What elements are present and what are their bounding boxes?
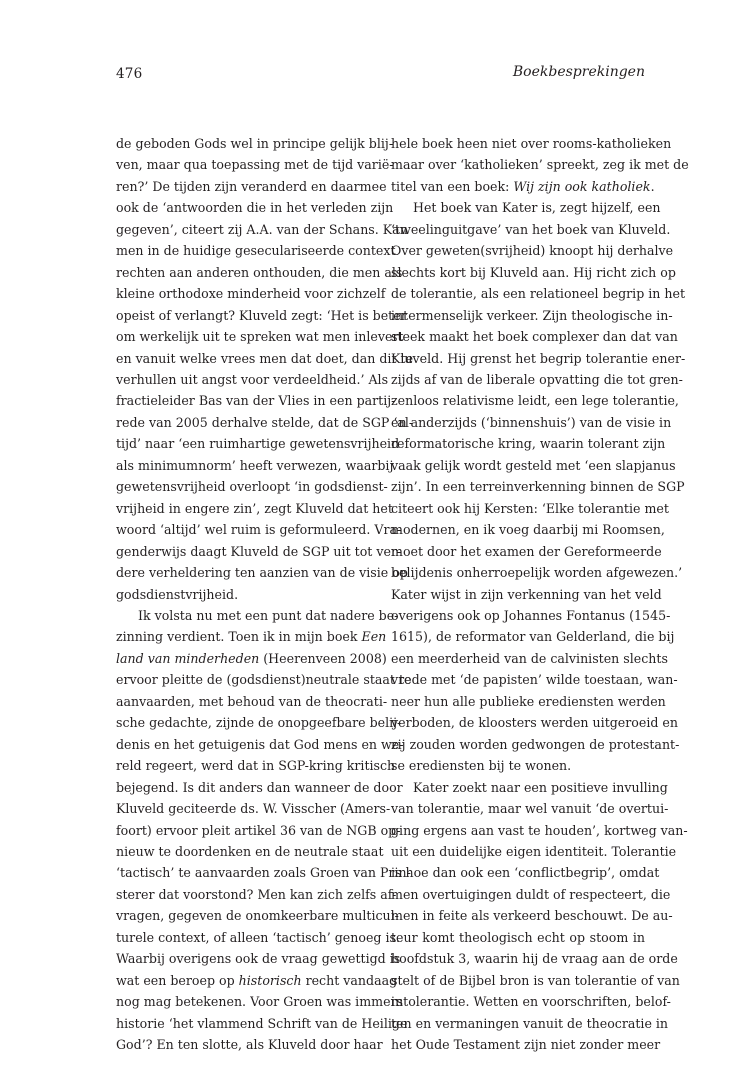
- paragraph-line: ‘tactisch’ te aanvaarden zoals Groen van Prin-: [116, 865, 411, 881]
- paragraph-line: en vanuit welke vrees men dat doet, dan dit te: [116, 350, 414, 366]
- paragraph-line: historie ‘het vlammend Schrift van de Heilige: [116, 1015, 408, 1031]
- paragraph-line: uit een duidelijke eigen identiteit. Tolerantie: [391, 843, 677, 859]
- paragraph-line: en anderzijds (‘binnenshuis’) van de visie in: [391, 414, 672, 430]
- paragraph-line: ervoor pleitte de (godsdienst)neutrale staat te: [116, 672, 412, 688]
- paragraph-line: hele boek heen niet over rooms-katholieken: [391, 136, 672, 151]
- emphasis-word: historisch: [238, 972, 302, 988]
- paragraph-line: vaak gelijk wordt gesteld met ‘een slapjanus: [391, 457, 676, 473]
- paragraph-line: is hoe dan ook een ‘conflictbegrip’, omdat: [391, 865, 660, 881]
- paragraph-line: reld regeert, werd dat in SGP-kring kritisch: [116, 758, 396, 774]
- line-text: .: [650, 178, 655, 194]
- paragraph-line: fractieleider Bas van der Vlies in een partij-: [116, 393, 396, 409]
- paragraph-line: sterer dat voorstond? Men kan zich zelfs af-: [116, 886, 397, 902]
- paragraph-line: [116, 648, 387, 669]
- paragraph-line: stelt of de Bijbel bron is van tolerantie of van: [391, 972, 680, 988]
- paragraph-line: slechts kort bij Kluveld aan. Hij richt zich op: [391, 264, 676, 280]
- line-text: zinning verdient. Toen ik in mijn boek: [116, 629, 358, 645]
- paragraph-line: zenloos relativisme leidt, een lege tolerantie,: [391, 393, 679, 409]
- paragraph-line: Kluveld geciteerde ds. W. Visscher (Amers-: [116, 801, 391, 817]
- paragraph-line: aanvaarden, met behoud van de theocrati-: [116, 693, 388, 709]
- right-paragraph-1: [391, 133, 689, 197]
- paragraph-line: ren?’ De tijden zijn veranderd en daarmee: [116, 178, 387, 194]
- paragraph-line: verhullen uit angst voor verdeeldheid.’ Als: [116, 371, 389, 387]
- line-text: (Heerenveen 2008): [259, 650, 387, 666]
- paragraph-line: overigens ook op Johannes Fontanus (1545-: [391, 607, 671, 623]
- paragraph-line: reformatorische kring, waarin tolerant zijn: [391, 436, 666, 452]
- left-column: [116, 133, 414, 1055]
- paragraph-line: als minimumnorm’ heeft verwezen, waarbij: [116, 457, 394, 473]
- paragraph-line: Kater wijst in zijn verkenning van het veld: [391, 586, 662, 602]
- paragraph-line: om werkelijk uit te spreken wat men inlevert: [116, 329, 404, 345]
- paragraph-line: belijdenis onherroepelijk worden afgewezen.’: [391, 565, 683, 581]
- paragraph-line: de geboden Gods wel in principe gelijk blij-: [116, 136, 394, 151]
- paragraph-line: kleine orthodoxe minderheid voor zichzelf: [116, 286, 386, 302]
- paragraph-line: gewetensvrijheid overloopt ‘in godsdienst-: [116, 479, 388, 495]
- paragraph-line: Kluveld. Hij grenst het begrip tolerantie ener-: [391, 350, 686, 366]
- paragraph-line: foort) ervoor pleit artikel 36 van de NGB op-: [116, 822, 401, 838]
- paragraph-line: nog mag betekenen. Voor Groen was immers: [116, 994, 404, 1010]
- paragraph-line: Ik volsta nu met een punt dat nadere be-: [138, 607, 399, 623]
- paragraph-line: [116, 626, 387, 647]
- paragraph-line: Het boek van Kater is, zegt hijzelf, een: [413, 200, 661, 216]
- paragraph-line: bejegend. Is dit anders dan wanneer de door: [116, 779, 403, 795]
- paragraph-line: vrijheid in engere zin’, zegt Kluveld dat het: [116, 500, 393, 516]
- paragraph-line: [391, 176, 655, 197]
- paragraph-line: rechten aan anderen onthouden, die men als: [116, 264, 403, 280]
- paragraph-line: zijn’. In een terreinverkenning binnen de SGP: [391, 479, 685, 495]
- paragraph-line: men in feite als verkeerd beschouwt. De au-: [391, 908, 673, 924]
- paragraph-line: intermenselijk verkeer. Zijn theologische in-: [391, 307, 673, 323]
- paragraph-line: sche gedachte, zijnde de onopgeefbare belij-: [116, 715, 402, 731]
- paragraph-line: steek maakt het boek complexer dan dat van: [391, 329, 678, 345]
- paragraph-line: maar over ‘katholieken’ spreekt, zeg ik met de: [391, 157, 689, 173]
- book-title: Wij zijn ook katholiek: [513, 178, 651, 194]
- paragraph-line: ten en vermaningen vanuit de theocratie in: [391, 1015, 669, 1031]
- paragraph-line: citeert ook hij Kersten: ‘Elke tolerantie met: [391, 500, 669, 516]
- paragraph-line: Over geweten(svrijheid) knoopt hij derhalve: [391, 243, 674, 259]
- paragraph-line: Kater zoekt naar een positieve invulling: [413, 779, 668, 795]
- paragraph-line: neer hun alle publieke erediensten werden: [391, 693, 666, 709]
- paragraph-line: het Oude Testament zijn niet zonder meer: [391, 1037, 661, 1053]
- paragraph-line: intolerantie. Wetten en voorschriften, belof-: [391, 994, 671, 1010]
- left-paragraph-1: [116, 133, 414, 605]
- paragraph-line: turele context, of alleen ‘tactisch’ genoeg is.: [116, 929, 400, 945]
- paragraph-line: hoofdstuk 3, waarin hij de vraag aan de orde: [391, 951, 678, 967]
- line-text: wat een beroep op: [116, 972, 239, 988]
- paragraph-line: nieuw te doordenken en de neutrale staat: [116, 843, 384, 859]
- paragraph-line: ven, maar qua toepassing met de tijd varië-: [116, 157, 394, 173]
- paragraph-line: opeist of verlangt? Kluveld zegt: ‘Het is beter: [116, 307, 407, 323]
- paragraph-line: godsdienstvrijheid.: [116, 586, 239, 602]
- paragraph-line: God’? En ten slotte, als Kluveld door haar: [116, 1037, 383, 1053]
- paragraph-line: tijd’ naar ‘een ruimhartige gewetensvrijheid: [116, 436, 400, 452]
- paragraph-line: een meerderheid van de calvinisten slechts: [391, 650, 668, 666]
- left-paragraph-2: [116, 605, 412, 1056]
- page-number: 476: [116, 66, 143, 82]
- paragraph-line: Waarbij overigens ook de vraag gewettigd is: [116, 951, 401, 967]
- paragraph-line: van tolerantie, maar wel vanuit ‘de overtui-: [391, 801, 669, 817]
- paragraph-line: men in de huidige geseculariseerde context: [116, 243, 396, 259]
- running-head: Boekbesprekingen: [512, 64, 645, 80]
- paragraph-line: dere verheldering ten aanzien van de visie op: [116, 565, 408, 581]
- paragraph-line: rede van 2005 derhalve stelde, dat de SGP ‘al-: [116, 414, 414, 430]
- paragraph-line: vrede met ‘de papisten’ wilde toestaan, wan-: [391, 672, 678, 688]
- paragraph-line: zijds af van de liberale opvatting die tot gren-: [391, 371, 683, 387]
- right-column: [391, 133, 689, 1055]
- paragraph-line: moet door het examen der Gereformeerde: [391, 543, 662, 559]
- right-paragraph-2: [391, 197, 686, 776]
- paragraph-line: teur komt theologisch echt op stoom in: [391, 929, 645, 945]
- paragraph-line: vragen, gegeven de onomkeerbare multicul-: [116, 908, 399, 924]
- book-title-part: Een: [361, 629, 387, 645]
- paragraph-line: ‘tweelinguitgave’ van het boek van Kluveld.: [391, 221, 671, 237]
- paragraph-line: 1615), de reformator van Gelderland, die bij: [391, 629, 675, 645]
- paragraph-line: gegeven’, citeert zij A.A. van der Schans. Kan: [116, 221, 408, 237]
- paragraph-line: ging ergens aan vast te houden’, kortweg van-: [391, 822, 688, 838]
- paragraph-line: zij zouden worden gedwongen de protestant-: [391, 736, 680, 752]
- book-title-part: land van minderheden: [116, 650, 260, 666]
- paragraph-line: denis en het getuigenis dat God mens en we-: [116, 736, 404, 752]
- paragraph-line: genderwijs daagt Kluveld de SGP uit tot ver-: [116, 543, 402, 559]
- paragraph-line: men overtuigingen duldt of respecteert, die: [391, 886, 671, 902]
- paragraph-line: woord ‘altijd’ wel ruim is geformuleerd. Vra-: [116, 522, 402, 538]
- paragraph-line: [116, 970, 398, 991]
- line-text: recht vandaag: [301, 972, 398, 988]
- right-paragraph-3: [391, 777, 688, 1056]
- paragraph-line: modernen, en ik voeg daarbij mi Roomsen,: [391, 522, 665, 538]
- paragraph-line: se erediensten bij te wonen.: [391, 758, 572, 774]
- paragraph-line: de tolerantie, als een relationeel begrip in het: [391, 286, 686, 302]
- paragraph-line: ook de ‘antwoorden die in het verleden zijn: [116, 200, 394, 216]
- line-text: titel van een boek:: [391, 178, 514, 194]
- paragraph-line: verboden, de kloosters werden uitgeroeid en: [391, 715, 678, 731]
